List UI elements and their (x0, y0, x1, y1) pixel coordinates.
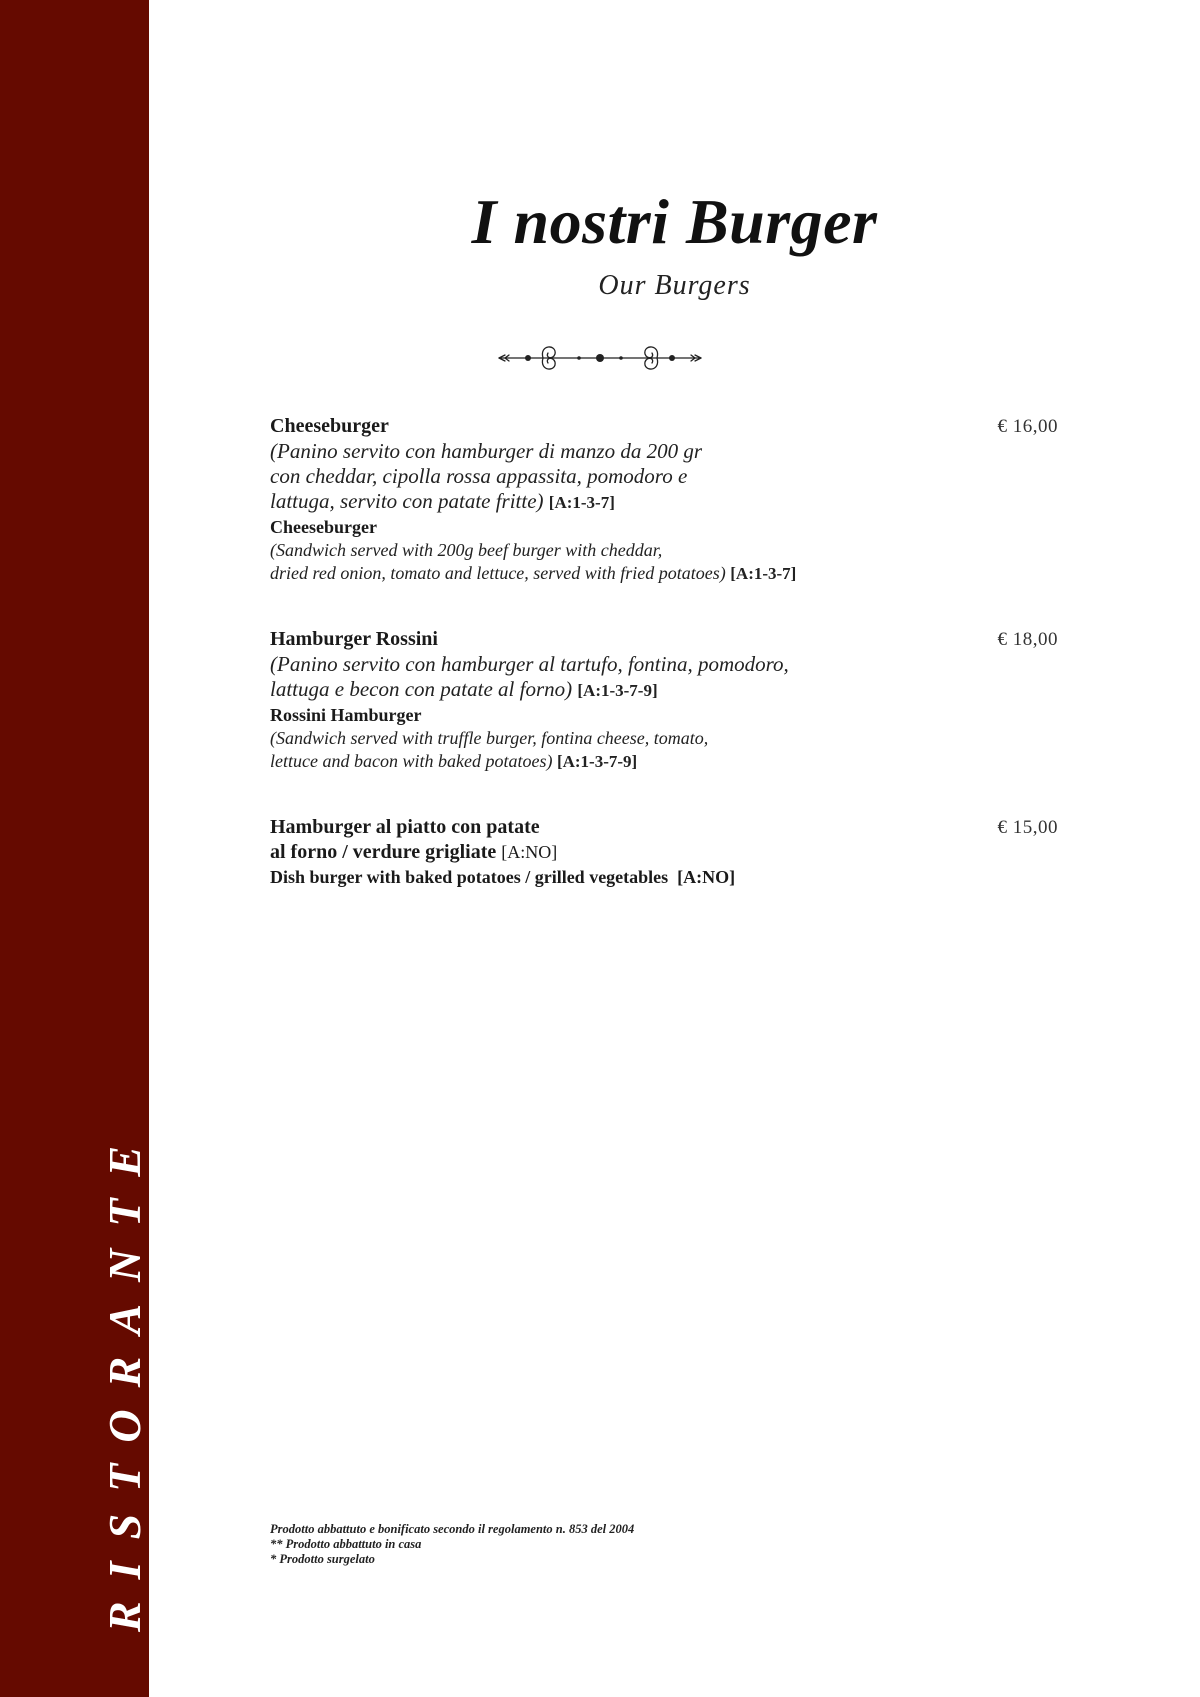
description-line: con cheddar, cipolla rossa appassita, pomodoro e (270, 464, 688, 488)
item-name-line: al forno / verdure grigliate (270, 841, 497, 863)
menu-item-cheeseburger (270, 414, 1070, 585)
item-name: Cheeseburger (270, 415, 389, 437)
item-name-line: Hamburger al piatto con patate (270, 816, 540, 838)
sidebar-band (0, 0, 149, 1697)
item-description-it (270, 652, 1070, 703)
description-line: lettuce and bacon with baked potatoes) (270, 751, 553, 771)
item-description-en (270, 539, 1070, 585)
sidebar-label: RISTORANTE (99, 1123, 150, 1632)
allergen-code: [A:1-3-7-9] (577, 681, 658, 700)
allergen-code: [A:1-3-7-9] (556, 752, 638, 771)
item-description-it (270, 439, 1070, 515)
description-line: (Sandwich served with 200g beef burger with cheddar, (270, 540, 663, 560)
allergen-code: [A:NO] (501, 842, 558, 862)
description-line: lattuga e becon con patate al forno) (270, 677, 573, 701)
menu-item-hamburger-rossini (270, 627, 1070, 773)
allergen-code: [A:NO] (677, 867, 736, 887)
menu-list (270, 414, 1070, 931)
description-line: (Panino servito con hamburger al tartufo, fontina, pomodoro, (270, 652, 789, 676)
item-price: € 16,00 (997, 416, 1058, 437)
footnote: * Prodotto surgelato (270, 1552, 375, 1566)
item-name-en (270, 866, 1070, 889)
item-price: € 18,00 (997, 629, 1058, 650)
ornament-divider-icon (495, 340, 705, 376)
item-name-en-text: Dish burger with baked potatoes / grilled vegetables (270, 867, 669, 887)
description-line: (Sandwich served with truffle burger, fontina cheese, tomato, (270, 728, 709, 748)
allergen-code: [A:1-3-7] (548, 493, 615, 512)
item-name-en: Rossini Hamburger (270, 705, 422, 725)
page-title: I nostri Burger (471, 186, 878, 257)
footnotes (270, 1522, 634, 1567)
menu-item-hamburger-al-piatto (270, 815, 1070, 889)
footnote: Prodotto abbattuto e bonificato secondo il regolamento n. 853 del 2004 (270, 1522, 635, 1536)
description-line: (Panino servito con hamburger di manzo da 200 gr (270, 439, 703, 463)
item-description-en (270, 727, 1070, 773)
allergen-code: [A:1-3-7] (730, 564, 797, 583)
item-name: Hamburger Rossini (270, 628, 438, 650)
footnote: ** Prodotto abbattuto in casa (270, 1537, 422, 1551)
description-line: lattuga, servito con patate fritte) (270, 489, 544, 513)
page-subtitle: Our Burgers (598, 270, 751, 301)
page-header (149, 186, 1200, 302)
item-name-en: Cheeseburger (270, 517, 377, 537)
description-line: dried red onion, tomato and lettuce, served with fried potatoes) (270, 563, 726, 583)
item-price: € 15,00 (997, 817, 1058, 838)
item-name (270, 815, 1070, 865)
